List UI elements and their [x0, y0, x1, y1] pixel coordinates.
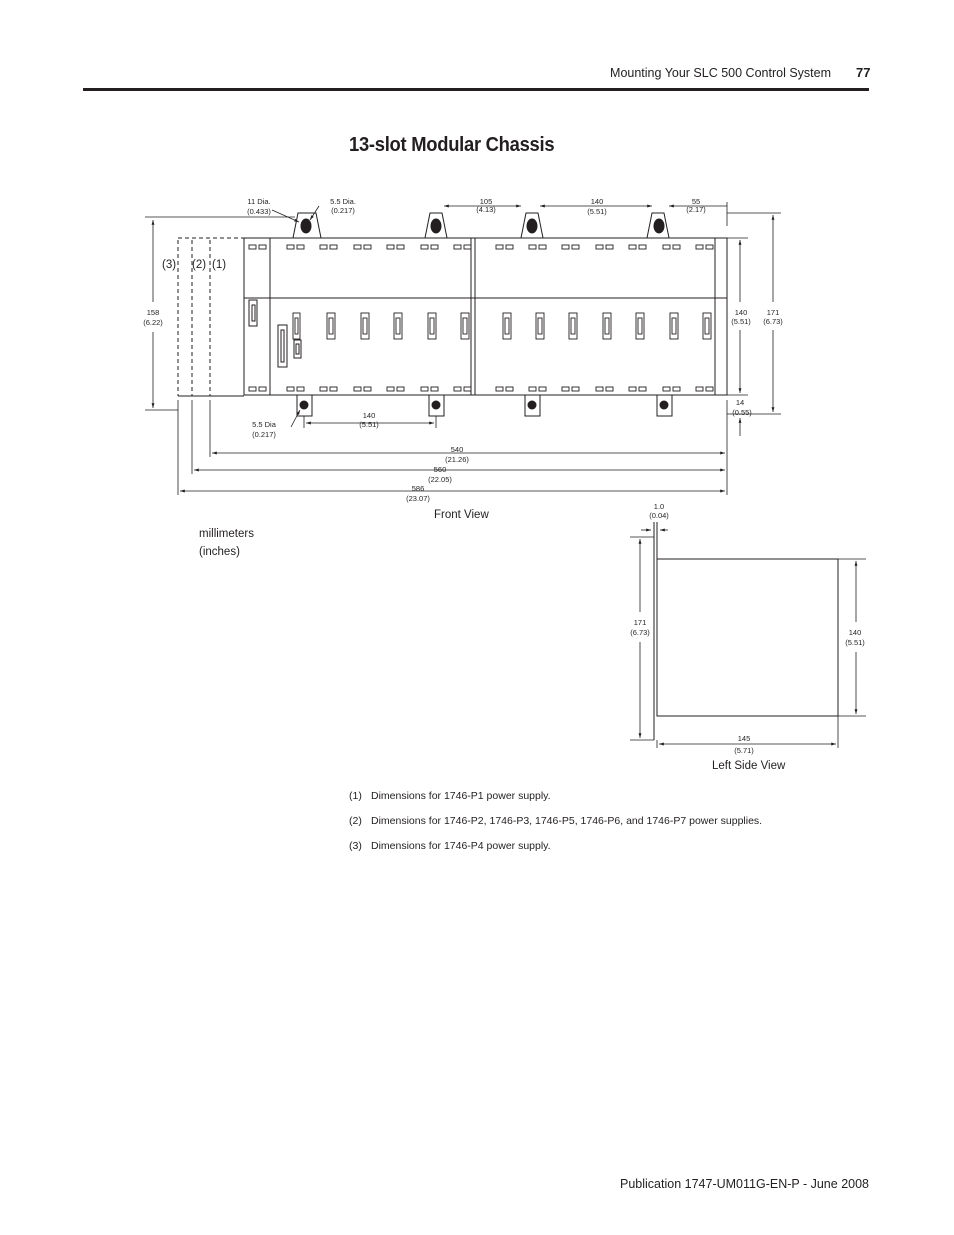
dim-side-171-top: 171: [633, 618, 647, 627]
connector-bottom: [706, 387, 713, 391]
connector-top: [454, 245, 461, 249]
dim-586-bottom: (23.07): [406, 494, 430, 503]
connector-bottom: [297, 387, 304, 391]
dim-560-bottom: (22.05): [428, 475, 452, 484]
connector-top: [320, 245, 327, 249]
connector-top: [354, 245, 361, 249]
module-slot: [670, 313, 678, 339]
dim-h171-bottom: (6.73): [763, 317, 783, 326]
connector-bottom: [387, 387, 394, 391]
connector-top: [663, 245, 670, 249]
connector-top: [387, 245, 394, 249]
module-slot: [428, 313, 436, 339]
connector-top: [287, 245, 294, 249]
dim-158-top: 158: [146, 308, 160, 317]
dim-55-top: 55: [691, 197, 701, 206]
connector-top: [297, 245, 304, 249]
footnote-text: Dimensions for 1746-P1 power supply.: [371, 790, 551, 802]
module-slot: [293, 313, 300, 339]
module-slot-inner: [396, 318, 400, 334]
connector-bottom: [596, 387, 603, 391]
connector-top: [364, 245, 371, 249]
publication-footer: Publication 1747-UM011G-EN-P - June 2008: [620, 1177, 869, 1191]
dim-h171-top: 171: [766, 308, 780, 317]
dim-140-bottom: (5.51): [587, 207, 607, 216]
connector-top: [506, 245, 513, 249]
dim-14-bottom: (0.55): [732, 408, 752, 417]
connector-bottom: [496, 387, 503, 391]
page-title: 13-slot Modular Chassis: [349, 134, 555, 156]
dim-h140-bottom: (5.51): [731, 317, 751, 326]
connector-bottom: [330, 387, 337, 391]
connector-top: [596, 245, 603, 249]
module-slot-inner: [571, 318, 575, 334]
dim-hole-small-bottom: (0.217): [331, 206, 355, 215]
side-view-label: Left Side View: [712, 760, 786, 772]
module-slot: [394, 313, 402, 339]
footnote-text: Dimensions for 1746-P4 power supply.: [371, 840, 551, 852]
dim-h140-top: 140: [734, 308, 748, 317]
module-slot: [503, 313, 511, 339]
module-slot: [569, 313, 577, 339]
connector-bottom: [663, 387, 670, 391]
connector-bottom: [259, 387, 266, 391]
dim-105-top: 105: [479, 197, 493, 206]
dim-586-top: 586: [411, 484, 425, 493]
front-view-label: Front View: [434, 509, 489, 521]
dim-side-1-0-top: 1.0: [653, 502, 665, 511]
module-slot-inner: [463, 318, 467, 334]
connector-top: [421, 245, 428, 249]
footnote-number: (2): [349, 815, 362, 827]
dim-140-top: 140: [590, 197, 604, 206]
dim-158-bottom: (6.22): [143, 318, 163, 327]
chassis-outline: [244, 238, 727, 395]
module-slot-inner: [605, 318, 609, 334]
dim-14-top: 14: [735, 398, 745, 407]
module-slot-inner: [538, 318, 542, 334]
dim-side-145-bottom: (5.71): [734, 746, 754, 755]
connector-top: [639, 245, 646, 249]
ps-marker-1: (1): [212, 259, 227, 271]
dim-side-140-bottom: (5.51): [845, 638, 865, 647]
connector-top: [673, 245, 680, 249]
connector-bottom: [506, 387, 513, 391]
connector-bottom: [529, 387, 536, 391]
connector-bottom: [454, 387, 461, 391]
module-slot: [327, 313, 335, 339]
module-slot-inner: [329, 318, 333, 334]
dim-560-top: 560: [433, 465, 447, 474]
module-slot: [536, 313, 544, 339]
module-slot: [361, 313, 369, 339]
connector-bottom: [397, 387, 404, 391]
connector-bottom: [629, 387, 636, 391]
connector-bottom: [249, 387, 256, 391]
dim-side-145-top: 145: [737, 734, 751, 743]
module-slot-inner: [363, 318, 367, 334]
module-slot: [461, 313, 469, 339]
connector-bottom: [287, 387, 294, 391]
header-section-title: Mounting Your SLC 500 Control System: [610, 66, 831, 80]
connector-top: [330, 245, 337, 249]
connector-bottom: [320, 387, 327, 391]
footnote-number: (1): [349, 790, 362, 802]
connector-top: [464, 245, 471, 249]
dim-side-1-0-bottom: (0.04): [649, 511, 669, 520]
dim-hole-large-top: 11 Dia.: [247, 197, 271, 206]
connector-top: [572, 245, 579, 249]
dim-55-bottom: (2.17): [686, 205, 706, 214]
dim-side-171-bottom: (6.73): [630, 628, 650, 637]
side-view-outline: [657, 559, 838, 716]
connector-bottom: [572, 387, 579, 391]
connector-bottom: [639, 387, 646, 391]
module-slot: [603, 313, 611, 339]
connector-top: [529, 245, 536, 249]
ps-marker-2: (2): [192, 259, 207, 271]
connector-top: [606, 245, 613, 249]
dim-540-bottom: (21.26): [445, 455, 469, 464]
module-slot-inner: [672, 318, 676, 334]
connector-top: [259, 245, 266, 249]
units-line2: (inches): [199, 546, 240, 558]
connector-bottom: [539, 387, 546, 391]
connector-bottom: [431, 387, 438, 391]
dim-105-bottom: (4.13): [476, 205, 496, 214]
units-line1: millimeters: [199, 528, 254, 540]
dim-hole-small-top: 5.5 Dia.: [330, 197, 356, 206]
module-slot-inner: [505, 318, 509, 334]
connector-top: [696, 245, 703, 249]
connector-top: [496, 245, 503, 249]
connector-top: [431, 245, 438, 249]
module-slot-inner: [430, 318, 434, 334]
module-slot: [703, 313, 711, 339]
dim-bot-hole-bottom: (0.217): [252, 430, 276, 439]
connector-bottom: [562, 387, 569, 391]
connector-top: [629, 245, 636, 249]
dim-bot140-bottom: (5.51): [359, 420, 379, 429]
module-slot-inner: [295, 318, 298, 334]
module-slot-inner: [705, 318, 709, 334]
footnote-number: (3): [349, 840, 362, 852]
dim-bot140-top: 140: [362, 411, 376, 420]
connector-bottom: [673, 387, 680, 391]
connector-bottom: [354, 387, 361, 391]
connector-bottom: [421, 387, 428, 391]
module-slot-inner: [638, 318, 642, 334]
dim-side-140-top: 140: [848, 628, 862, 637]
connector-top: [249, 245, 256, 249]
footnote-text: Dimensions for 1746-P2, 1746-P3, 1746-P5, 1746-P6, and 1746-P7 power supplies.: [371, 815, 763, 827]
connector-top: [562, 245, 569, 249]
connector-top: [539, 245, 546, 249]
connector-bottom: [606, 387, 613, 391]
module-slot: [636, 313, 644, 339]
connector-top: [706, 245, 713, 249]
dim-hole-large-bottom: (0.433): [247, 207, 271, 216]
dim-540-top: 540: [450, 445, 464, 454]
ps-marker-3: (3): [162, 259, 177, 271]
dim-bot-hole-top: 5.5 Dia: [252, 420, 276, 429]
connector-bottom: [464, 387, 471, 391]
connector-bottom: [364, 387, 371, 391]
connector-top: [397, 245, 404, 249]
header-page-number: 77: [856, 65, 871, 80]
connector-bottom: [696, 387, 703, 391]
